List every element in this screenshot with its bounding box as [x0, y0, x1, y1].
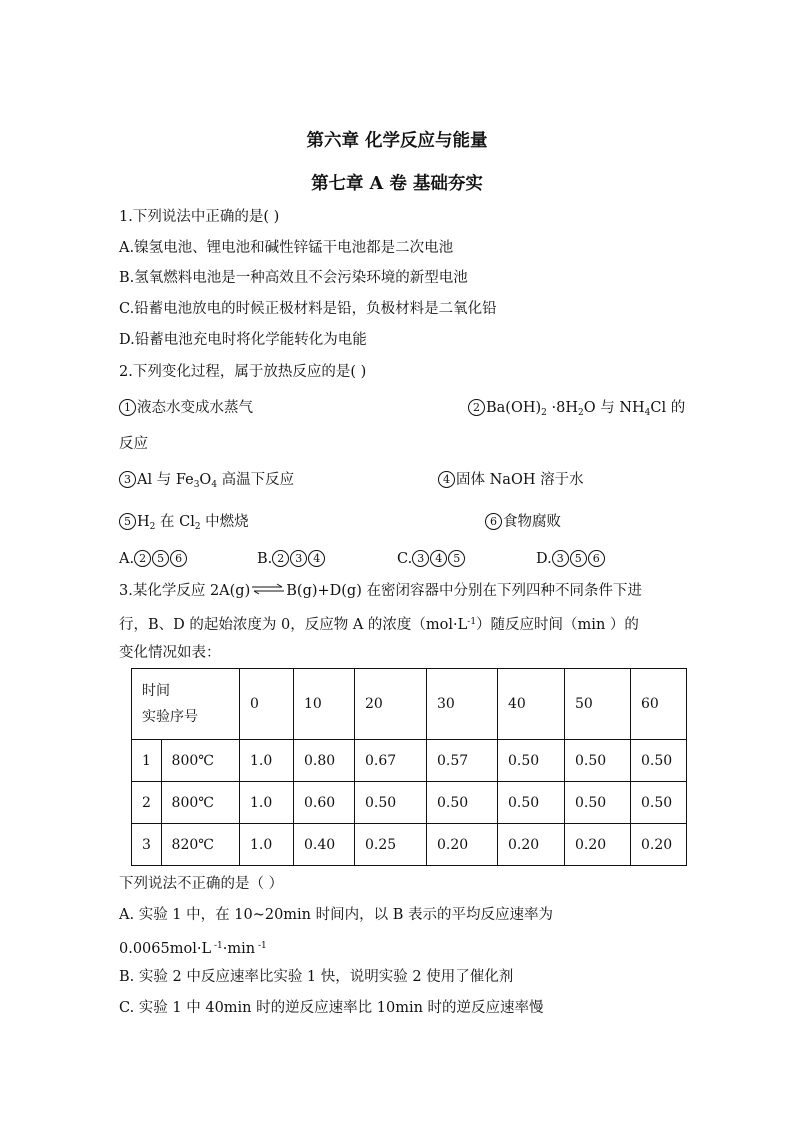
table-header-cell: 30 — [427, 669, 498, 740]
circled-number: 6 — [485, 513, 502, 530]
q2-item-4: 4 固体 NaOH 溶于水 — [438, 470, 584, 490]
table-header-cell: 0 — [240, 669, 294, 740]
q1-option-a: A.镍氢电池、锂电池和碱性锌锰干电池都是二次电池 — [119, 240, 454, 256]
q2-choice-c: C. 3 4 5 — [397, 549, 466, 569]
section-subtitle: 第七章 A 卷 基础夯实 — [311, 174, 483, 194]
q3-option-a-line-1: A. 实验 1 中，在 10~20min 时间内，以 B 表示的平均反应速率为 — [119, 907, 553, 923]
circled-number: 4 — [438, 471, 455, 488]
q2-stem: 2.下列变化过程，属于放热反应的是( ) — [119, 364, 367, 380]
concentration-table — [131, 668, 687, 866]
q3-stem-line-3: 变化情况如表： — [119, 645, 221, 661]
q2-item-2: 2 $Ba(OH)_2 \cdot 8H_2O$ 与 $NH_4Cl$ 的 — [468, 398, 685, 423]
q3-option-a-line-2: 0.0065mol·L $^{-1}$·min $^{-1}$ — [119, 941, 267, 957]
q2-item-2-continued: 反应 — [119, 436, 148, 452]
table-row: 3 820℃ 1.0 0.40 0.25 0.20 0.20 0.20 0.20 — [132, 824, 687, 866]
reversible-arrow-icon — [250, 583, 286, 595]
chapter-title: 第六章 化学反应与能量 — [306, 131, 488, 151]
q2-item-3: 3 Al 与 $Fe_3O_4$ 高温下反应 — [119, 470, 294, 495]
q1-option-b: B.氢氧燃料电池是一种高效且不会污染环境的新型电池 — [119, 270, 468, 286]
table-row: 2 800℃ 1.0 0.60 0.50 0.50 0.50 0.50 0.50 — [132, 782, 687, 824]
q2-choice-d: D. 3 5 6 — [536, 549, 606, 569]
q3-option-c: C. 实验 1 中 40min 时的逆反应速率比 10min 时的逆反应速率慢 — [119, 1000, 544, 1016]
q1-option-d: D.铅蓄电池充电时将化学能转化为电能 — [119, 332, 367, 348]
q3-stem-line-1: 3.某化学反应 2A(g) B(g)+D(g) 在密闭容器中分别在下列四种不同条件下进 — [119, 583, 642, 599]
q3-stem-line-2: 行，B、D 的起始浓度为 0，反应物 A 的浓度$(mol\cdot L^{-1})$随反应时间（min ）的 — [119, 617, 639, 633]
q2-choice-b: B. 2 3 4 — [257, 549, 326, 569]
q1-option-c: C.铅蓄电池放电的时候正极材料是铅，负极材料是二氧化铅 — [119, 301, 497, 317]
q3-option-b: B. 实验 2 中反应速率比实验 1 快，说明实验 2 使用了催化剂 — [119, 969, 514, 985]
circled-number: 2 — [468, 399, 485, 416]
q2-item-1: 1 液态水变成水蒸气 — [119, 398, 253, 418]
table-row: 1 800℃ 1.0 0.80 0.67 0.57 0.50 0.50 0.50 — [132, 740, 687, 782]
table-header-cell: 20 — [355, 669, 427, 740]
circled-number: 5 — [119, 513, 136, 530]
table-header-cell: 10 — [294, 669, 355, 740]
table-header-row — [132, 669, 687, 740]
q1-stem: 1.下列说法中正确的是( ) — [119, 209, 280, 225]
circled-number: 1 — [119, 399, 136, 416]
table-header-cell: 40 — [498, 669, 565, 740]
table-corner-header: 时间 实验序号 — [132, 669, 240, 740]
circled-number: 3 — [119, 471, 136, 488]
table-header-cell: 60 — [631, 669, 687, 740]
q3-question: 下列说法不正确的是（ ） — [119, 876, 284, 892]
q2-choice-a: A. 2 5 6 — [119, 549, 188, 569]
q2-item-5: 5 $H_2$ 在 $Cl_2$ 中燃烧 — [119, 512, 249, 537]
table-header-cell: 50 — [565, 669, 631, 740]
q2-item-6: 6 食物腐败 — [485, 512, 561, 532]
